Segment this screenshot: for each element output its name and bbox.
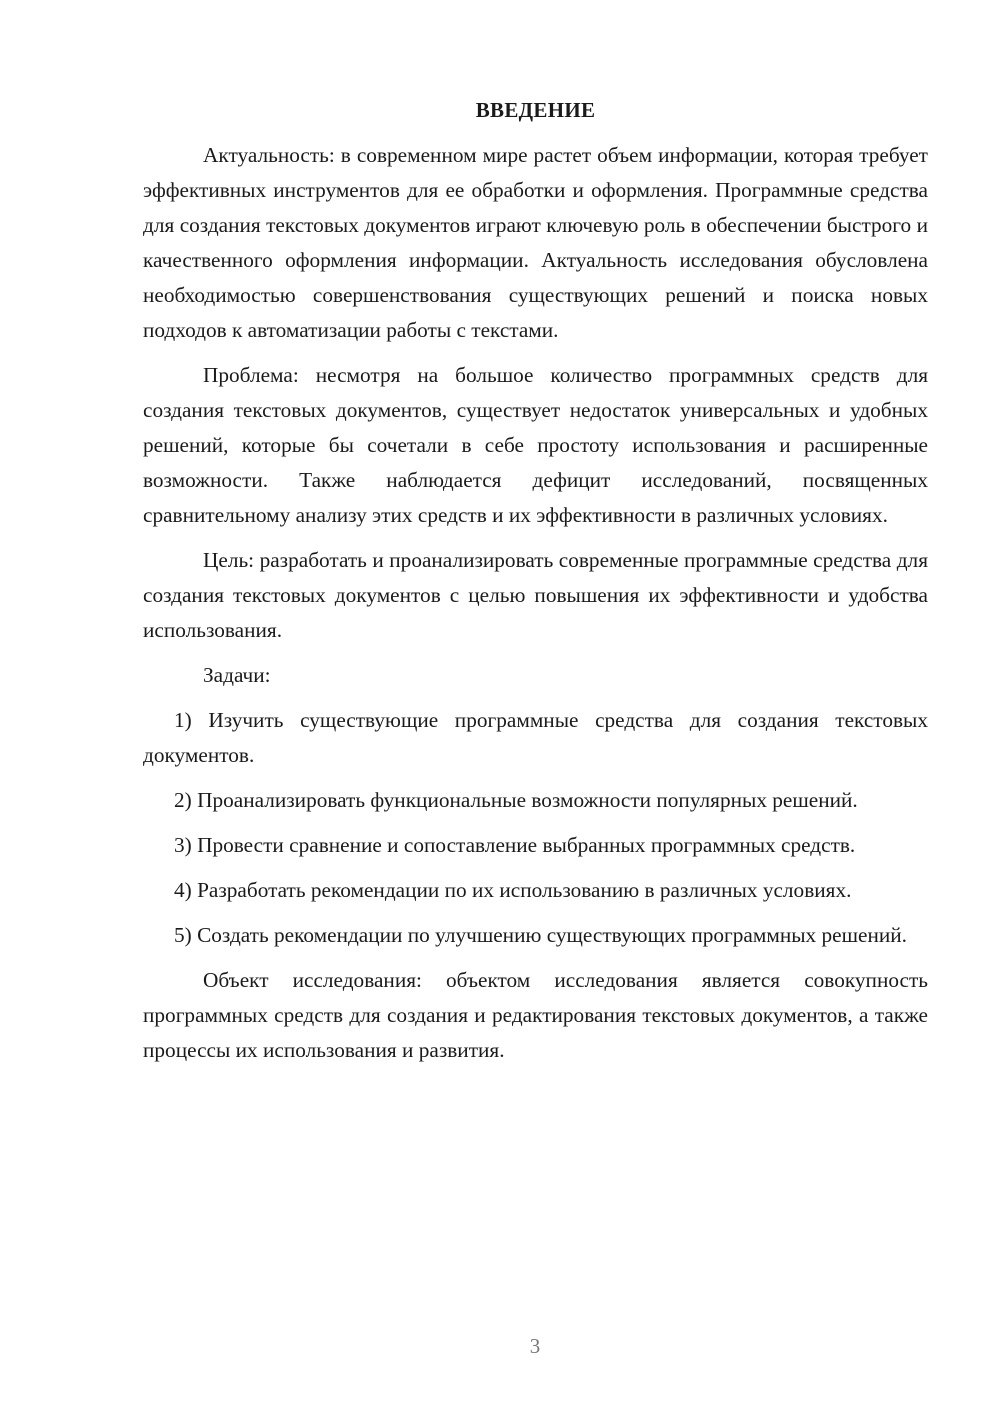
task-item-2: 2) Проанализировать функциональные возможности популярных решений. [174, 788, 858, 812]
task-item-3: 3) Провести сравнение и сопоставление выбранных программных средств. [174, 833, 856, 857]
task-item-4: 4) Разработать рекомендации по их использованию в различных условиях. [174, 878, 852, 902]
task-item-5: 5) Создать рекомендации по улучшению существующих программных решений. [174, 923, 907, 947]
object-paragraph: Объект исследования: объектом исследования является совокупность программных средств для создания и редактирования текстовых документов, а также процессы их использования и развития. [143, 968, 928, 1062]
relevance-paragraph: Актуальность: в современном мире растет объем информации, которая требует эффективных инструментов для ее обработки и оформления. Программные средства для создания текстовых документов играют ключевую роль в обеспечении быстрого и качественного оформления информации. Актуальность исследования обусловлена необходимостью совершенствования существующих решений и поиска новых подходов к автоматизации работы с текстами. [143, 143, 928, 342]
document-body [143, 95, 928, 1078]
problem-paragraph: Проблема: несмотря на большое количество программных средств для создания текстовых документов, существует недостаток универсальных и удобных решений, которые бы сочетали в себе простоту использования и расширенные возможности. Также наблюдается дефицит исследований, посвященных сравнительному анализу этих средств и их эффективности в различных условиях. [143, 363, 928, 527]
task-item-1: 1) Изучить существующие программные средства для создания текстовых документов. [143, 708, 928, 767]
section-title: ВВЕДЕНИЕ [475, 98, 596, 122]
tasks-label: Задачи: [203, 663, 271, 687]
page-number: 3 [529, 1334, 541, 1358]
goal-paragraph: Цель: разработать и проанализировать современные программные средства для создания текстовых документов с целью повышения их эффективности и удобства использования. [143, 548, 928, 642]
tasks-list [143, 703, 928, 953]
